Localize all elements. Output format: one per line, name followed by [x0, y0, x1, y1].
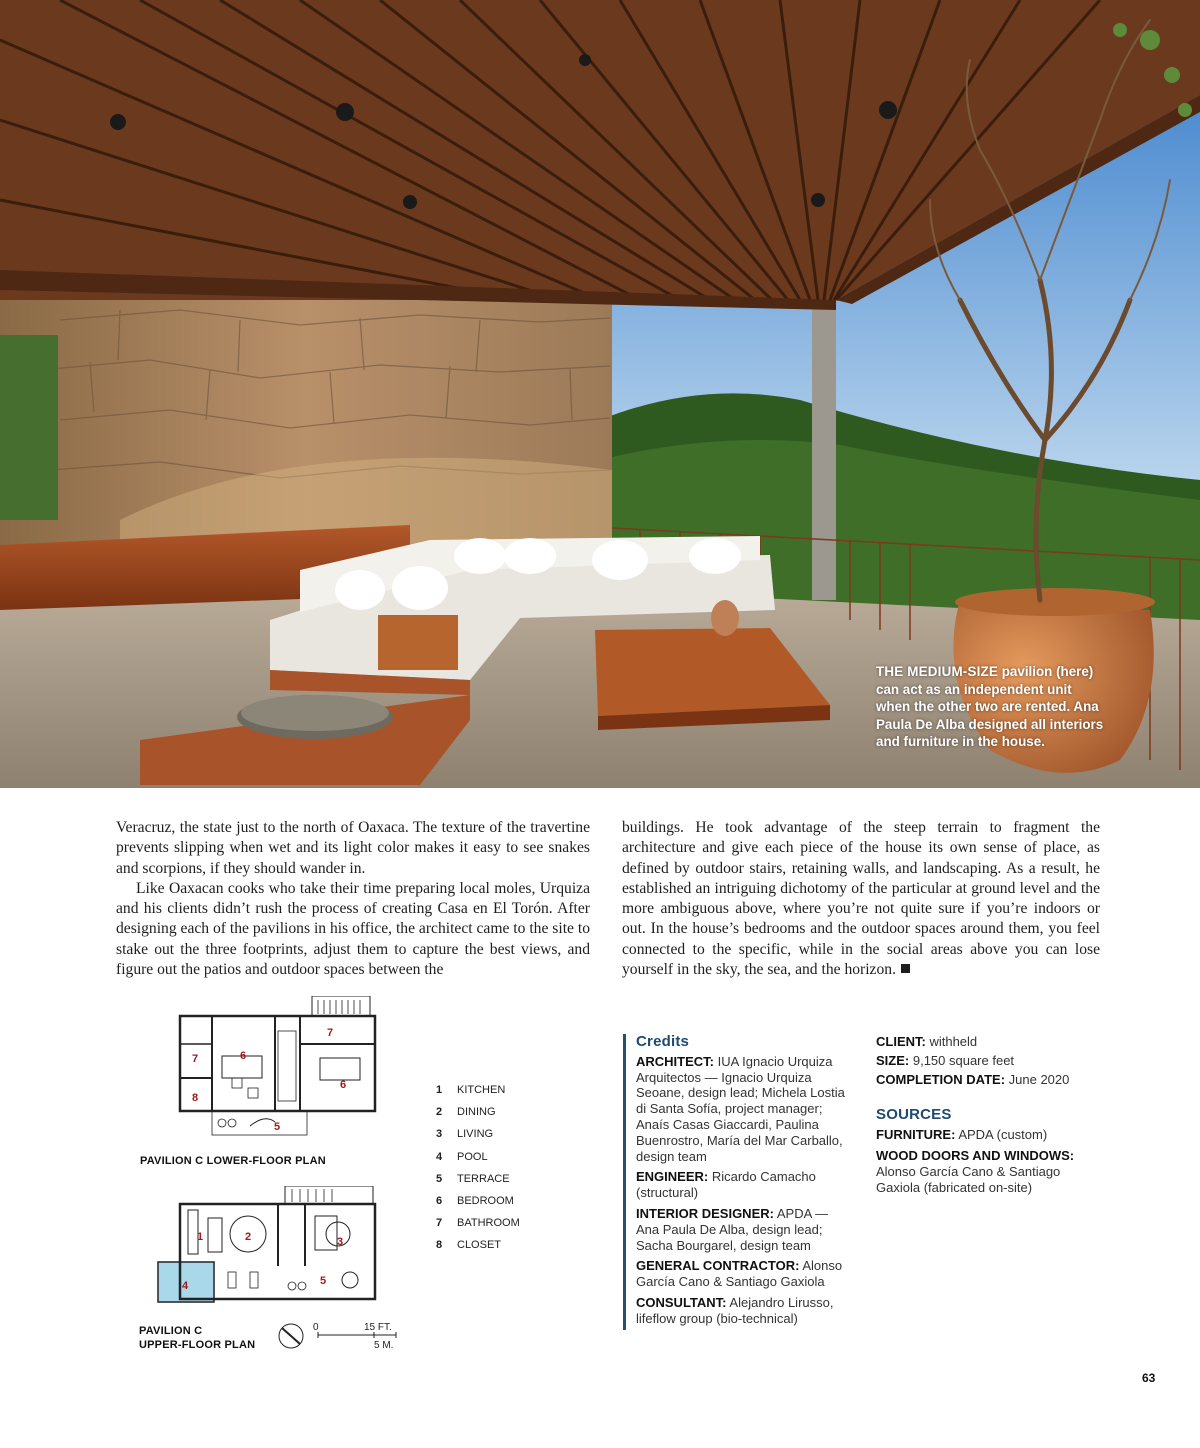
legend-item: 5 TERRACE — [436, 1172, 510, 1185]
caption-lead: THE MEDIUM-SIZE — [876, 664, 999, 679]
legend-item: 4 POOL — [436, 1150, 488, 1163]
credits-rule — [623, 1034, 626, 1330]
upper-label-line-1: PAVILION C — [139, 1325, 203, 1337]
upper-floor-plan-drawing — [150, 1186, 380, 1314]
credit-item: ARCHITECT: IUA Ignacio Urquiza Arquitectos — Ignacio Urquiza Seoane, design lead; Michela Lostia di Santa Sofía, project manager; Anaís Casas Giaccardi, Paulina Buenrostro, María del Mar Carballo, design team — [636, 1053, 845, 1164]
plan-number: 4 — [182, 1280, 189, 1292]
lower-floor-plan — [170, 996, 380, 1140]
scale-feet: 15 FT. — [364, 1322, 392, 1333]
plan-number: 7 — [327, 1027, 334, 1039]
sources-heading: SOURCES — [876, 1106, 952, 1124]
article-paragraph-final — [622, 818, 1100, 980]
credit-item: SIZE: 9,150 square feet — [876, 1052, 1015, 1068]
upper-floor-plan — [150, 1186, 380, 1314]
legend-item: 6 BEDROOM — [436, 1195, 514, 1208]
plan-number: 3 — [337, 1236, 344, 1248]
legend-item: 2 DINING — [436, 1106, 496, 1119]
scale-bar — [278, 1318, 418, 1358]
credit-item: INTERIOR DESIGNER: APDA — Ana Paula De Alba, design lead; Sacha Bourgarel, design team — [636, 1205, 829, 1253]
lower-floor-plan-drawing — [170, 996, 380, 1140]
upper-floor-plan-label — [139, 1324, 255, 1352]
credits-heading: Credits — [636, 1033, 690, 1050]
source-item: WOOD DOORS AND WINDOWS: Alonso García Cano & Santiago Gaxiola (fabricated on-site) — [876, 1147, 1075, 1195]
plan-number: 1 — [197, 1231, 204, 1243]
article-column-right — [622, 818, 1100, 980]
legend-item: 1 KITCHEN — [436, 1084, 506, 1097]
north-arrow-icon — [278, 1318, 418, 1358]
end-mark — [901, 964, 910, 973]
plan-number: 7 — [192, 1053, 199, 1065]
credits-column — [636, 1034, 854, 1332]
scale-zero: 0 — [313, 1322, 319, 1333]
legend-item: 8 CLOSET — [436, 1239, 502, 1252]
plan-number: 2 — [245, 1231, 252, 1243]
credit-item: COMPLETION DATE: June 2020 — [876, 1071, 1070, 1087]
lower-floor-plan-label: PAVILION C LOWER-FLOOR PLAN — [140, 1155, 326, 1167]
article-text: buildings. He took advantage of the steep terrain to fragment the architecture and give each piece of the house its own sense of place, as defined by outdoor stairs, retaining walls, and landscaping. As a result, he established an intriguing dichotomy of the particular at ground level and the more ambiguous above, where you’re not quite sure if you’re indoors or out. In the house’s bedrooms and the outdoor spaces around them, you feel connected to the specific, while in the social areas above you can lose yourself in the sky, the sea, and the horizon. — [622, 819, 1100, 979]
plan-number: 5 — [274, 1121, 281, 1133]
plan-legend — [436, 1079, 576, 1257]
photo-caption — [876, 663, 1108, 751]
upper-label-line-2: UPPER-FLOOR PLAN — [139, 1339, 256, 1351]
plan-number: 8 — [192, 1092, 199, 1104]
credit-item: CONSULTANT: Alejandro Lirusso, lifeflow group (bio-technical) — [636, 1294, 834, 1326]
credits-right-column — [876, 1034, 1106, 1200]
credit-item: GENERAL CONTRACTOR: Alonso García Cano & Santiago Gaxiola — [636, 1258, 843, 1290]
source-item: FURNITURE: APDA (custom) — [876, 1127, 1048, 1143]
credit-item: CLIENT: withheld — [876, 1034, 978, 1049]
legend-item: 3 LIVING — [436, 1128, 494, 1141]
credit-item: ENGINEER: Ricardo Camacho (structural) — [636, 1169, 816, 1201]
plan-number: 6 — [240, 1050, 247, 1062]
plan-number: 6 — [340, 1079, 347, 1091]
legend-item: 7 BATHROOM — [436, 1217, 520, 1230]
page-number: 63 — [1142, 1371, 1156, 1385]
caption-text: pavilion (here) can act as an independent unit when the other two are rented. Ana Paula De Alba designed all interiors and furniture in the house. — [876, 664, 1104, 750]
article-paragraph: Like Oaxacan cooks who take their time preparing local moles, Urquiza and his clients didn’t rush the process of creating Casa en El Torón. After designing each of the pavilions in his office, the architect came to the site to stake out the three footprints, adjust them to capture the best views, and figure out the patios and outdoor spaces between the — [116, 879, 590, 979]
plan-number: 5 — [320, 1275, 327, 1287]
article-paragraph: Veracruz, the state just to the north of Oaxaca. The texture of the travertine prevents slipping when wet and its light color makes it easy to see snakes and scorpions, if they should wander in. — [116, 819, 590, 877]
scale-meters: 5 M. — [374, 1340, 394, 1351]
article-column-left — [116, 818, 590, 980]
